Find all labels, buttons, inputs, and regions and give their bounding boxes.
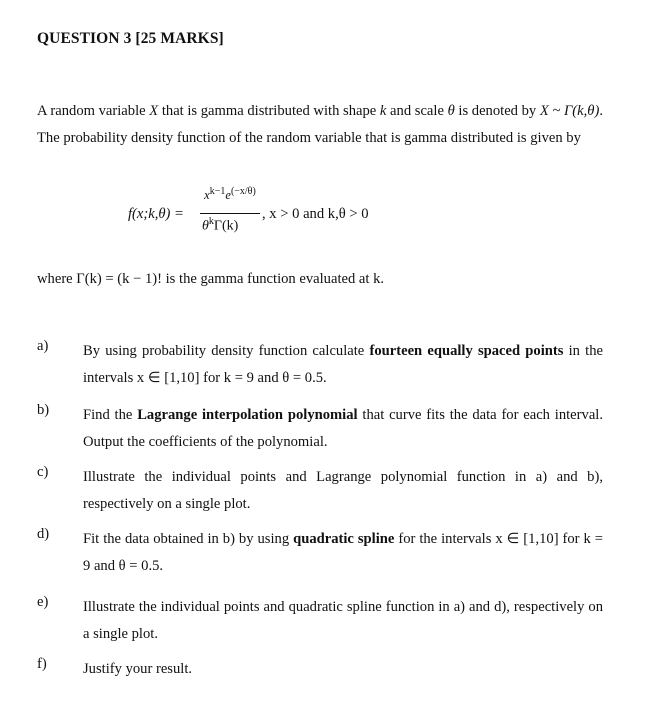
formula-numerator: $x^{k-1}e^{(-x/\theta)}$ — [204, 186, 256, 203]
formula-denominator: $\theta^k\Gamma(k)$ — [202, 216, 239, 234]
question-title: QUESTION 3 [25 MARKS] — [37, 30, 224, 47]
intro-paragraph: A random variable X that is gamma distributed with shape k and scale θ is denoted by X ~ Γ(k,θ). The probability density function of the random variable that is gamma distributed is given by — [37, 103, 603, 146]
gamma-definition: where Γ(k) = (k − 1)! is the gamma function evaluated at k. — [37, 271, 385, 287]
fraction-bar — [200, 213, 260, 214]
formula-condition: , x > 0 and k,θ > 0 — [262, 206, 369, 222]
